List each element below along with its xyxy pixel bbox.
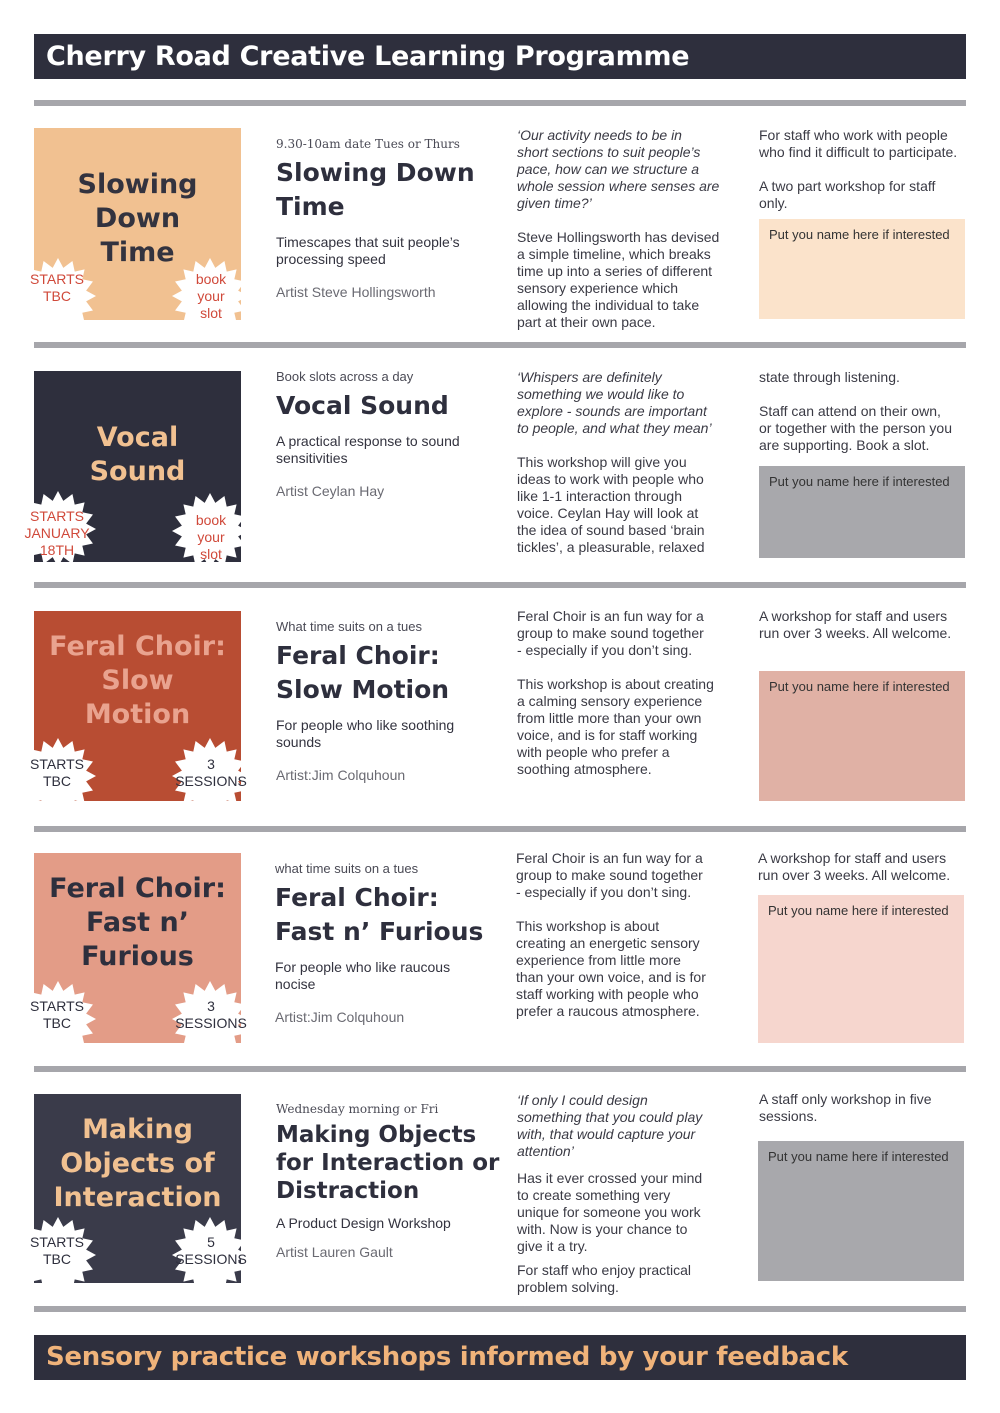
start-badge: STARTS JANUARY 18TH: [24, 508, 90, 558]
workshop-info: [759, 608, 967, 642]
page-title: Cherry Road Creative Learning Programme: [34, 34, 966, 79]
workshop-about: [517, 127, 732, 331]
workshop-description: For people who like raucous nocise: [275, 959, 451, 992]
divider: [34, 1066, 966, 1072]
info-paragraph: For staff who work with people who find it difficult to participate.: [759, 127, 958, 160]
workshop-details: [276, 619, 496, 784]
about-paragraph: This workshop is about creating an energetic sensory experience from little more than your own voice, and is for staff working with people who prefer a raucous atmosphere.: [516, 918, 706, 1019]
artist-name: Artist Ceylan Hay: [276, 483, 385, 499]
workshop-title: Vocal Sound: [276, 391, 449, 420]
session-badge: 3 SESSIONS: [175, 756, 247, 789]
info-paragraph: A two part workshop for staff only.: [759, 178, 936, 211]
schedule-text: Book slots across a day: [276, 369, 414, 384]
workshop-info: [759, 1091, 967, 1125]
divider: [34, 100, 966, 106]
schedule-text: Wednesday morning or Fri: [276, 1102, 439, 1116]
footer-banner: Sensory practice workshops informed by your feedback: [34, 1335, 966, 1380]
schedule-text: What time suits on a tues: [276, 619, 422, 634]
feedback-quote: ‘Whispers are definitely something we would like to explore - sounds are important to people, and what they mean’: [517, 369, 712, 436]
feedback-quote: ‘Our activity needs to be in short sections to suit people’s pace, how can we structure a whole session where senses are given time?’: [517, 127, 720, 211]
info-paragraph: A workshop for staff and users run over 3 weeks. All welcome.: [758, 850, 951, 883]
tile-title: Making Objects of Interaction: [53, 1114, 222, 1213]
workshop-tile: [30, 611, 247, 801]
workshop-title: Slowing Down Time: [276, 158, 475, 221]
start-badge: STARTS TBC: [30, 998, 84, 1031]
session-badge: 5 SESSIONS: [175, 1234, 247, 1267]
name-signup-box[interactable]: Put you name here if interested: [759, 671, 965, 801]
workshop-description: A practical response to sound sensitivities: [276, 433, 460, 466]
workshop-title: Feral Choir: Fast n’ Furious: [275, 883, 484, 946]
start-badge: STARTS TBC: [30, 1234, 84, 1267]
feedback-quote: ‘If only I could design something that you could play with, that would capture your attention’: [517, 1092, 703, 1159]
artist-name: Artist Steve Hollingsworth: [276, 284, 436, 300]
workshop-about: [516, 850, 731, 1020]
divider: [34, 582, 966, 588]
workshop-title: Feral Choir: Slow Motion: [276, 641, 450, 704]
info-paragraph: A workshop for staff and users run over 3 weeks. All welcome.: [759, 608, 952, 641]
workshop-description: A Product Design Workshop: [276, 1215, 451, 1231]
info-paragraph: A staff only workshop in five sessions.: [759, 1091, 932, 1124]
session-badge: book your slot: [195, 512, 227, 562]
session-badge: book your slot: [195, 271, 227, 321]
workshop-details: [275, 861, 495, 1026]
info-paragraph: Staff can attend on their own, or together with the person you are supporting. Book a slot.: [759, 403, 953, 453]
workshop-description: For people who like soothing sounds: [276, 717, 455, 750]
workshop-description: Timescapes that suit people’s processing speed: [276, 234, 460, 267]
info-paragraph: state through listening.: [759, 369, 900, 385]
workshop-info: [759, 369, 967, 454]
divider: [34, 342, 966, 348]
workshop-tile: [30, 853, 247, 1043]
schedule-text: 9.30-10am date Tues or Thurs: [276, 137, 460, 151]
divider: [34, 1306, 966, 1312]
artist-name: Artist:Jim Colquhoun: [276, 767, 406, 783]
about-paragraph: Feral Choir is an fun way for a group to make sound together - especially if you don’t sing.: [516, 850, 703, 900]
artist-name: Artist Lauren Gault: [276, 1244, 393, 1260]
workshop-info: [758, 850, 966, 884]
schedule-text: what time suits on a tues: [275, 861, 419, 876]
workshop-about: [517, 1092, 732, 1296]
start-badge: STARTS TBC: [30, 271, 84, 304]
workshop-details: [276, 1101, 506, 1261]
workshop-details: [276, 136, 496, 301]
workshop-tile: [24, 371, 241, 562]
about-paragraph: Feral Choir is an fun way for a group to make sound together - especially if you don’t sing.: [517, 608, 704, 658]
divider: [34, 826, 966, 832]
about-paragraph: This workshop is about creating a calming sensory experience from little more than your own voice, and is for staff working with people who prefer a soothing atmosphere.: [517, 676, 714, 777]
name-signup-box[interactable]: Put you name here if interested: [758, 895, 964, 1043]
artist-name: Artist:Jim Colquhoun: [275, 1009, 405, 1025]
workshop-about: [517, 369, 732, 556]
about-paragraph: This workshop will give you ideas to work with people who like 1-1 interaction through voice. Ceylan Hay will look at the idea of sound based ‘brain tickles’, a pleasurable, relaxed: [517, 454, 705, 555]
tile-title: Feral Choir: Fast n’ Furious: [49, 873, 226, 972]
about-paragraph: Steve Hollingsworth has devised a simple timeline, which breaks time up into a series of different sensory experience which allowing the individual to take part at their own pace.: [517, 229, 720, 330]
workshop-tile: [30, 128, 241, 321]
tile-title: Feral Choir: Slow Motion: [49, 631, 226, 730]
name-signup-box[interactable]: Put you name here if interested: [759, 466, 965, 558]
start-badge: STARTS TBC: [30, 756, 84, 789]
name-signup-box[interactable]: Put you name here if interested: [758, 1141, 964, 1281]
tile-title: Slowing Down Time: [77, 169, 198, 268]
tile-title: Vocal Sound: [89, 422, 186, 487]
workshop-about: [517, 608, 732, 778]
workshop-details: [276, 369, 496, 500]
workshop-title: Making Objects for Interaction or Distraction: [276, 1122, 500, 1204]
name-signup-box[interactable]: Put you name here if interested: [759, 219, 965, 319]
workshop-info: [759, 127, 967, 212]
about-paragraph: For staff who enjoy practical problem solving.: [517, 1262, 692, 1295]
about-paragraph: Has it ever crossed your mind to create something very unique for someone you work with. Now is your chance to give it a try.: [517, 1170, 703, 1254]
session-badge: 3 SESSIONS: [175, 998, 247, 1031]
workshop-tile: [30, 1094, 247, 1283]
